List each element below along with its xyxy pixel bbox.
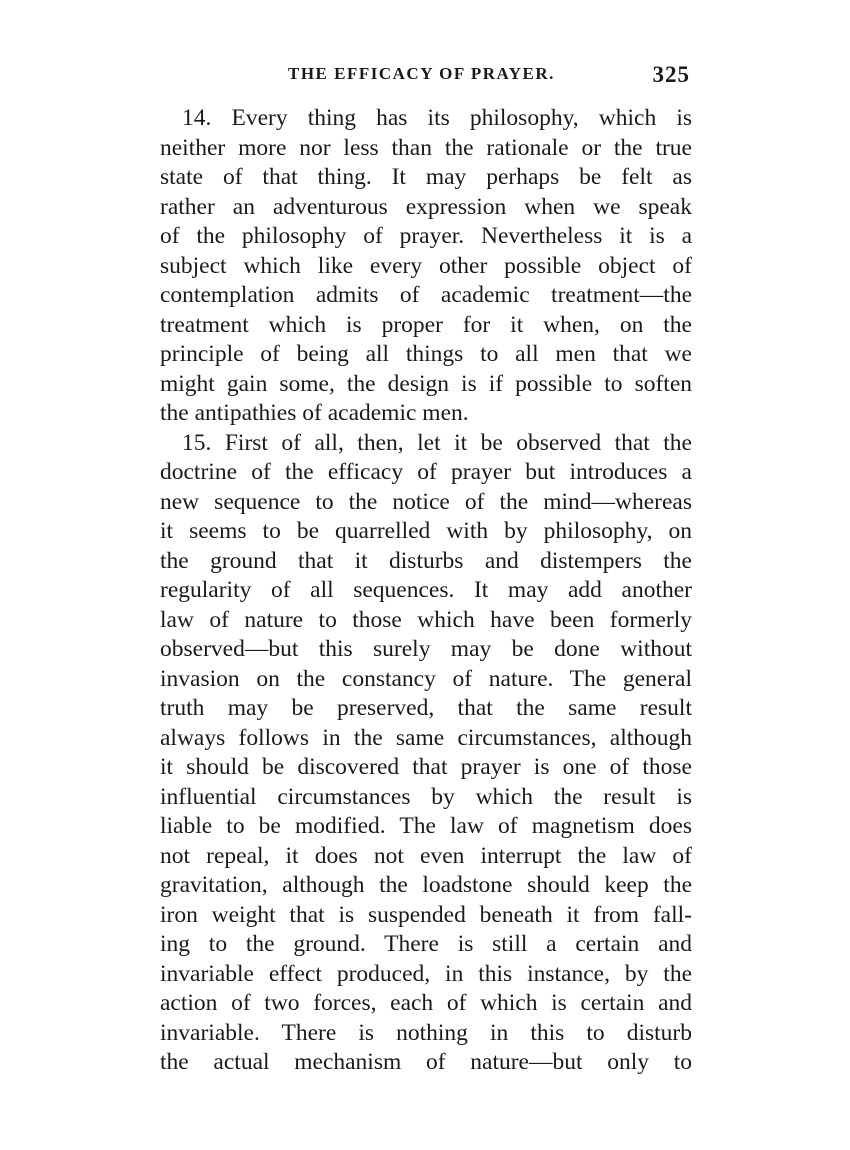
text-line: new sequence to the notice of the mind—whereas	[160, 488, 692, 515]
text-line: rather an adventurous expression when we speak	[160, 193, 692, 220]
text-line: 15. First of all, then, let it be observed that the	[182, 429, 692, 456]
text-line: the antipathies of academic men.	[160, 400, 469, 426]
text-line: it seems to be quarrelled with by philosophy, on	[160, 518, 692, 544]
text-line: regularity of all sequences. It may add another	[160, 577, 692, 603]
text-line: the actual mechanism of nature—but only to	[160, 1049, 692, 1075]
text-line: action of two forces, each of which is certain and	[160, 990, 692, 1016]
text-line: 14. Every thing has its philosophy, which is	[182, 105, 692, 131]
text-line: liable to be modified. The law of magnetism does	[160, 813, 692, 839]
text-line: contemplation admits of academic treatment—the	[160, 282, 692, 308]
text-line: invariable. There is nothing in this to disturb	[160, 1019, 692, 1046]
running-title: THE EFFICACY OF PRAYER.	[288, 64, 555, 83]
text-line: iron weight that is suspended beneath it from fall-	[160, 901, 692, 928]
text-line: influential circumstances by which the result is	[160, 783, 692, 810]
text-line: the ground that it disturbs and distempers the	[160, 547, 692, 574]
text-line: subject which like every other possible object of	[160, 252, 692, 279]
text-line: always follows in the same circumstances, although	[160, 724, 692, 751]
text-line: gravitation, although the loadstone should keep the	[160, 872, 692, 898]
text-line: doctrine of the efficacy of prayer but introduces a	[160, 459, 692, 485]
page-header	[160, 62, 690, 92]
text-line: it should be discovered that prayer is one of those	[160, 754, 692, 780]
text-line: principle of being all things to all men that we	[160, 341, 692, 367]
text-line: neither more nor less than the rationale or the true	[160, 134, 692, 161]
text-line: state of that thing. It may perhaps be felt as	[160, 164, 692, 190]
text-line: truth may be preserved, that the same result	[160, 695, 692, 721]
page-number: 325	[652, 62, 690, 87]
text-line: might gain some, the design is if possible to soften	[160, 370, 692, 397]
text-line: ing to the ground. There is still a certain and	[160, 931, 692, 957]
text-line: not repeal, it does not even interrupt the law of	[160, 842, 692, 869]
text-line: observed—but this surely may be done without	[160, 636, 692, 662]
text-line: law of nature to those which have been formerly	[160, 606, 692, 633]
body-text	[160, 104, 692, 1078]
text-line: of the philosophy of prayer. Nevertheless it is a	[160, 223, 692, 249]
text-line: treatment which is proper for it when, on the	[160, 311, 692, 338]
text-line: invasion on the constancy of nature. The general	[160, 665, 692, 692]
text-line: invariable effect produced, in this instance, by the	[160, 960, 692, 987]
